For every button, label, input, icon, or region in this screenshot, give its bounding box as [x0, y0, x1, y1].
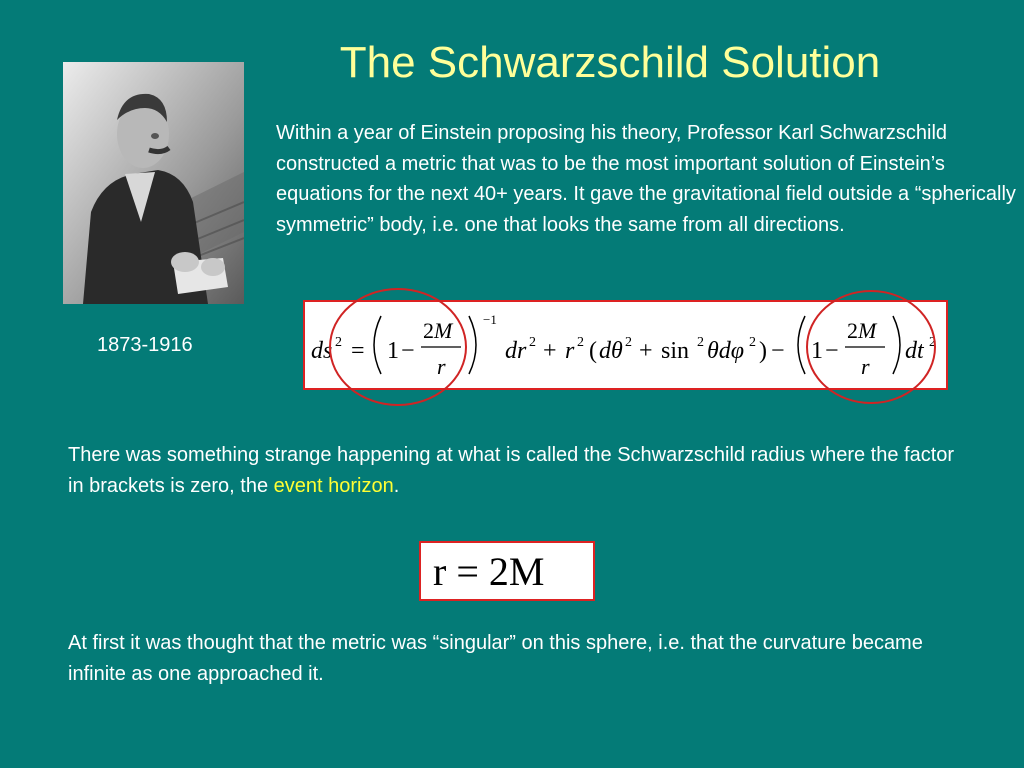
- svg-text:dr: dr: [505, 338, 527, 364]
- svg-text:2: 2: [529, 335, 536, 350]
- metric-equation: [303, 300, 948, 390]
- svg-text:r: r: [565, 338, 575, 364]
- paragraph-end: .: [393, 474, 400, 497]
- paragraph-text: There was something strange happening at what is called the Schwarzschild radius where the factor in brackets is zero, the: [68, 444, 955, 497]
- svg-text:dt: dt: [905, 338, 924, 364]
- intro-paragraph: Within a year of Einstein proposing his theory, Professor Karl Schwarzschild constructed a metric that was to be the most important solution of Einstein’s equations for the next 40+ years. It gave the gravitational field outside a “spherically symmetric” body, i.e. one that looks the same from all directions.: [276, 122, 1016, 236]
- radius-equation: r = 2M: [433, 549, 545, 594]
- portrait-caption: 1873-1916: [97, 334, 193, 356]
- svg-text:2: 2: [335, 335, 342, 350]
- svg-text:2: 2: [697, 335, 704, 350]
- svg-text:r: r: [861, 354, 870, 379]
- svg-text:2M: 2M: [423, 318, 453, 343]
- svg-text:+: +: [639, 338, 653, 364]
- schwarzschild-radius-paragraph: [68, 440, 968, 501]
- svg-text:1: 1: [387, 338, 399, 364]
- svg-text:2M: 2M: [847, 318, 877, 343]
- svg-text:+: +: [543, 338, 557, 364]
- svg-text:−: −: [401, 338, 415, 364]
- event-horizon-highlight: event horizon: [273, 474, 394, 497]
- portrait-photo: [63, 62, 244, 304]
- svg-text:r: r: [437, 354, 446, 379]
- svg-text:=: =: [351, 338, 365, 364]
- singularity-paragraph: At first it was thought that the metric was “singular” on this sphere, i.e. that the curvature became infinite as one approached it.: [68, 632, 923, 685]
- svg-text:−: −: [825, 338, 839, 364]
- svg-text:2: 2: [625, 335, 632, 350]
- svg-text:dθ: dθ: [599, 338, 623, 364]
- svg-text:): ): [759, 338, 767, 364]
- svg-text:2: 2: [577, 335, 584, 350]
- svg-text:(: (: [589, 338, 597, 364]
- svg-text:−: −: [771, 338, 785, 364]
- svg-text:2: 2: [749, 335, 756, 350]
- slide-title: The Schwarzschild Solution: [339, 38, 881, 87]
- svg-text:sin: sin: [661, 338, 690, 364]
- svg-text:θdφ: θdφ: [707, 338, 745, 364]
- radius-equation-box: [419, 541, 595, 601]
- svg-text:−1: −1: [483, 312, 497, 327]
- svg-text:1: 1: [811, 338, 823, 364]
- svg-text:ds: ds: [311, 338, 333, 364]
- svg-text:2: 2: [929, 335, 936, 350]
